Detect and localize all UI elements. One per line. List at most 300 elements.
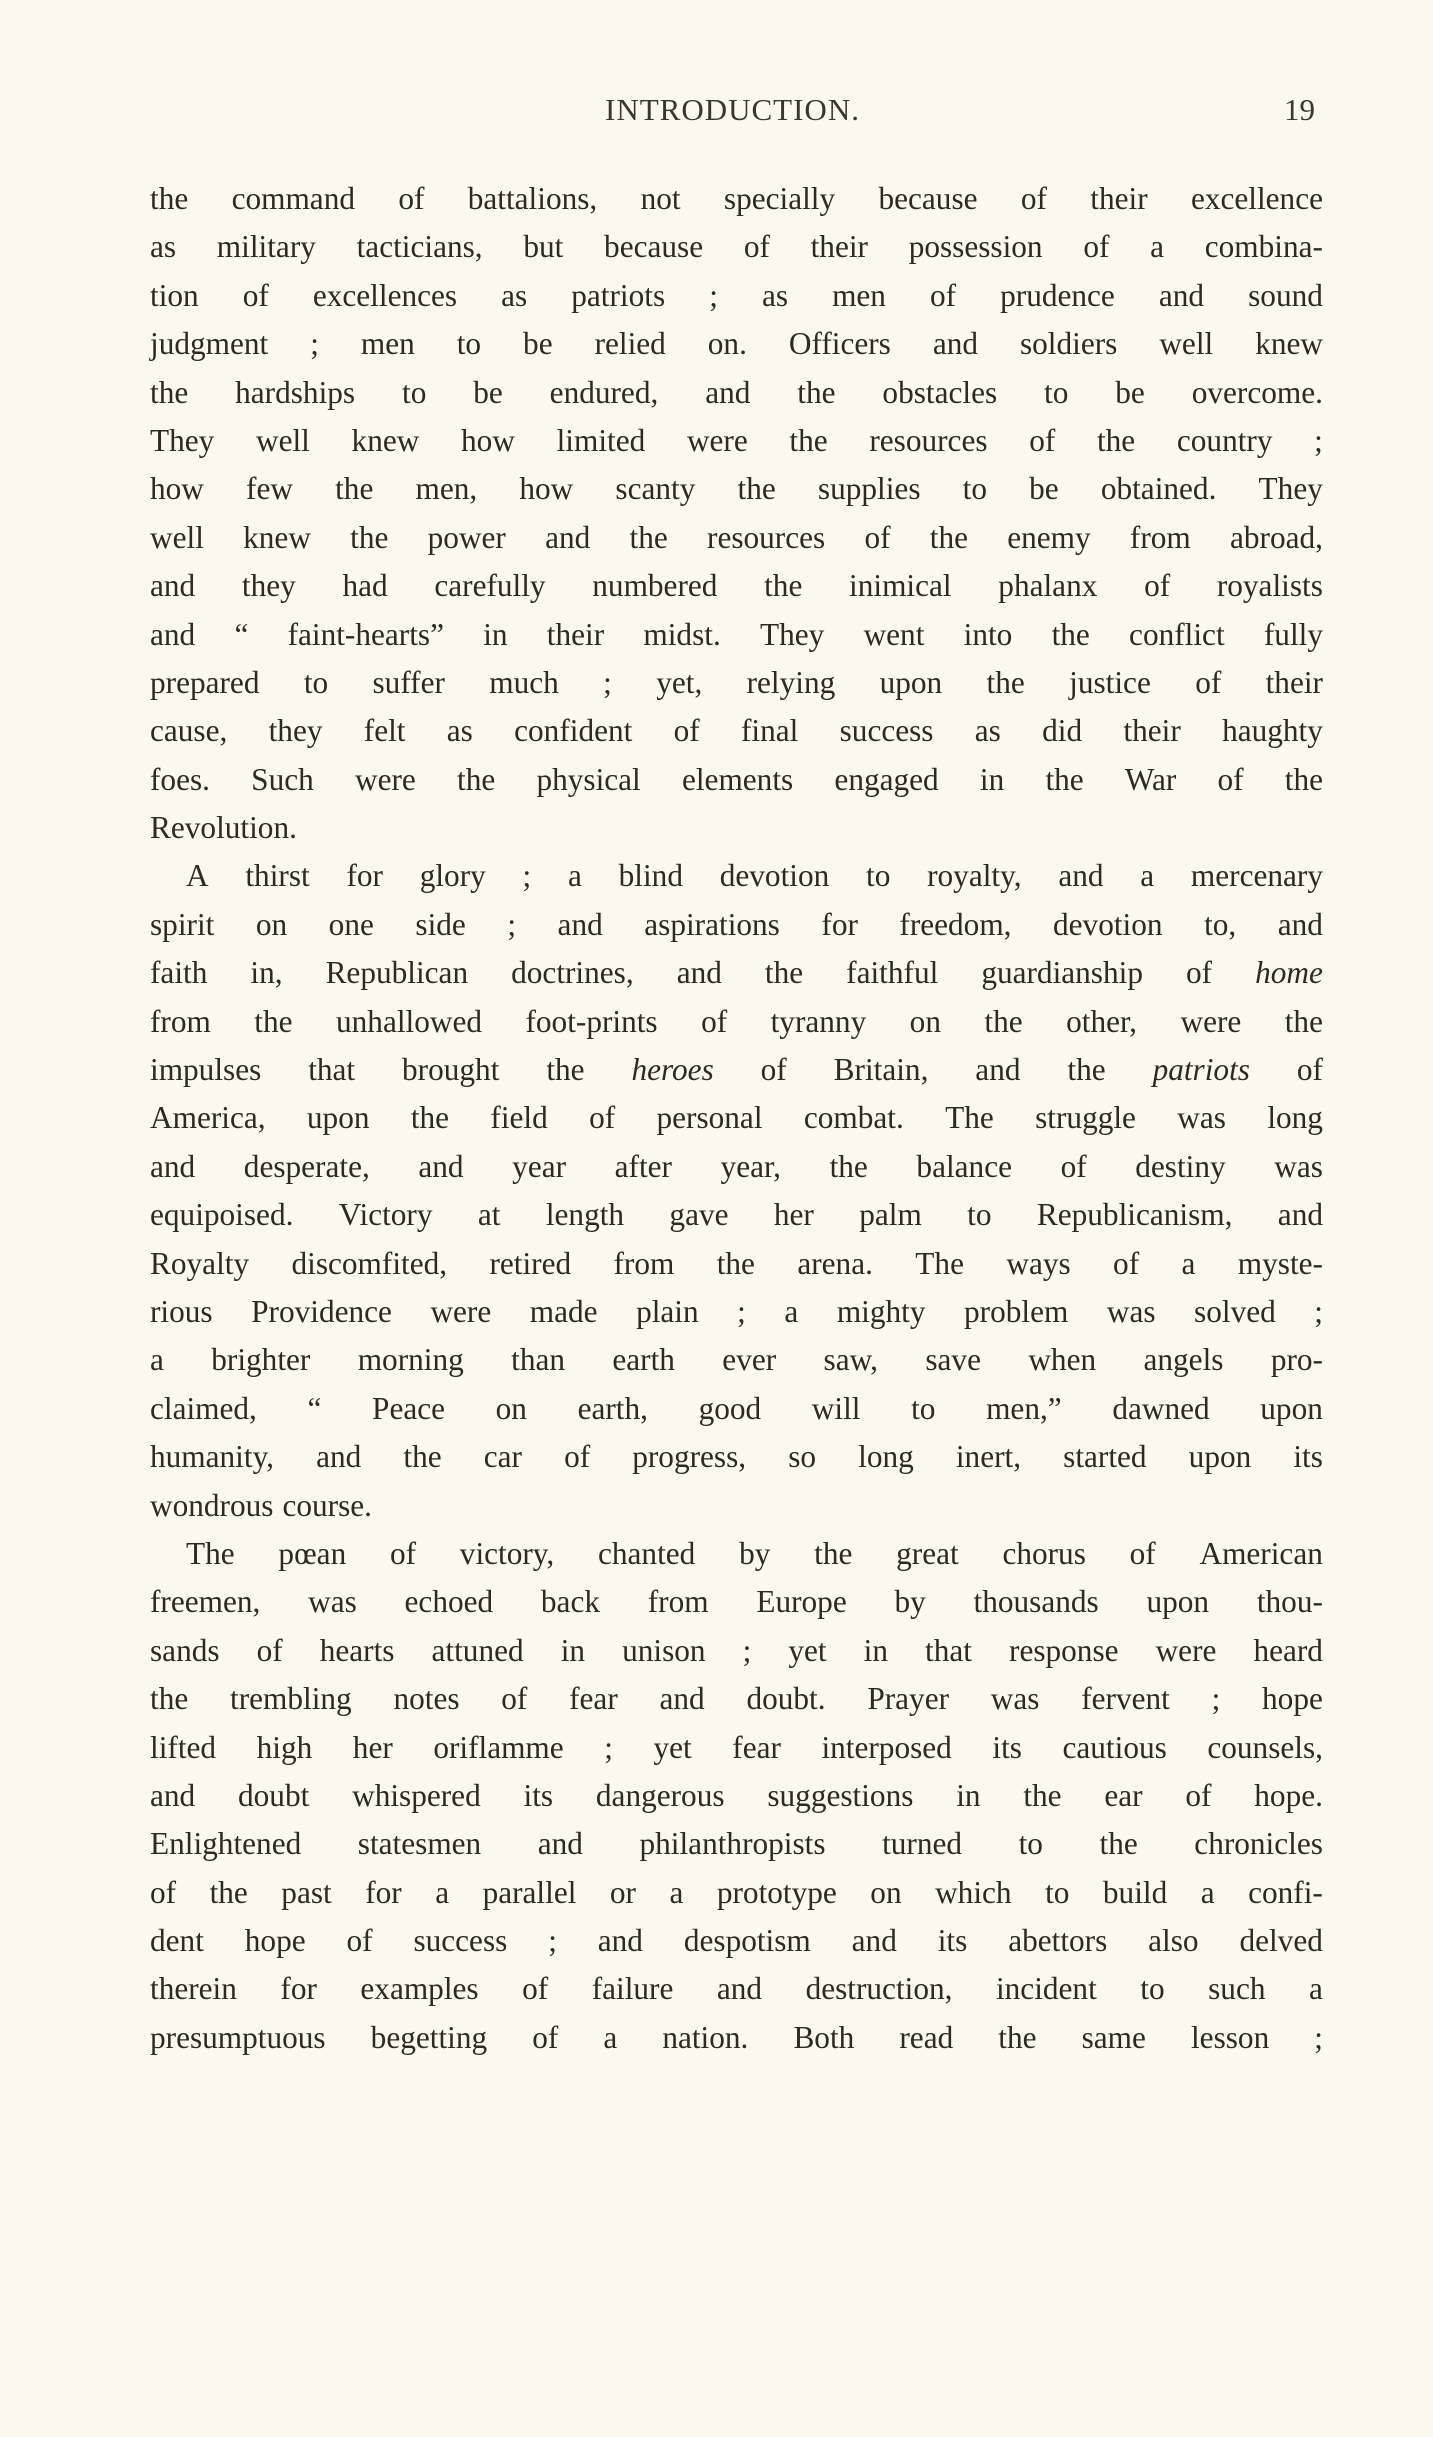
word: enemy (1007, 519, 1091, 555)
word: royalty, (927, 858, 1022, 894)
word: problem (964, 1293, 1069, 1329)
word: few (246, 471, 293, 507)
word: ; (507, 906, 517, 942)
word: also (1148, 1923, 1199, 1959)
word: long (858, 1439, 914, 1475)
word: back (540, 1584, 600, 1620)
word: as (974, 713, 1001, 749)
word: the (1099, 1826, 1138, 1862)
word: had (342, 568, 388, 604)
word: personal (656, 1100, 763, 1136)
text-line (150, 1094, 1323, 1142)
word: ; (1314, 1293, 1323, 1329)
word: into (963, 616, 1013, 652)
word: well (1159, 326, 1214, 362)
word: ; (1314, 422, 1323, 458)
word: judgment (150, 326, 269, 362)
word: of (701, 1003, 728, 1039)
word: hope (1262, 1681, 1323, 1717)
word: upon (1260, 1390, 1323, 1426)
word: the (1096, 422, 1136, 458)
word: was (990, 1681, 1040, 1717)
word: of (398, 181, 425, 216)
word: a (1309, 1971, 1323, 2007)
word: A (186, 858, 209, 894)
word: in (560, 1632, 586, 1668)
word: rious (150, 1293, 213, 1329)
word: home (1255, 955, 1323, 991)
word: aspirations (644, 906, 780, 942)
word: started (1063, 1439, 1147, 1475)
word: the (737, 471, 776, 507)
word: destiny (1135, 1148, 1226, 1184)
word: despotism (683, 1923, 811, 1959)
word: resources (869, 422, 988, 458)
word: and (1277, 1197, 1323, 1233)
word: good (698, 1390, 762, 1426)
word: her (352, 1729, 393, 1765)
text-line (150, 804, 1323, 852)
word: nation. (662, 2019, 749, 2055)
word: prepared (150, 664, 260, 700)
word: for (365, 1874, 402, 1910)
word: myste- (1237, 1245, 1323, 1281)
word: the (150, 374, 189, 410)
word: their (546, 616, 605, 652)
word: echoed (404, 1584, 494, 1620)
word: arena. (797, 1245, 873, 1281)
word: elements (681, 761, 794, 797)
word: they (241, 568, 296, 604)
text-line (150, 320, 1323, 368)
word: the (150, 1681, 189, 1717)
word: Such (251, 761, 314, 797)
word: royalists (1216, 568, 1323, 604)
word: suggestions (767, 1777, 914, 1813)
word: progress, (632, 1439, 747, 1475)
word: fear (732, 1729, 781, 1765)
word: “ (234, 616, 249, 652)
word: because (604, 229, 704, 265)
word: thirst (245, 858, 310, 894)
text-line (150, 1433, 1323, 1481)
word: Royalty (150, 1245, 250, 1281)
word: went (863, 616, 925, 652)
word: and (597, 1923, 643, 1959)
word: of (930, 277, 957, 313)
word: and (1058, 858, 1104, 894)
word: to (911, 1390, 936, 1426)
word: in, (250, 955, 283, 991)
word: chanted (598, 1535, 696, 1571)
text-line (150, 1143, 1323, 1191)
word: same (1081, 2019, 1146, 2055)
word: year, (720, 1148, 781, 1184)
word: the (764, 568, 803, 604)
word: specially (723, 181, 836, 216)
word: a (435, 1874, 450, 1910)
word: impulses (150, 1052, 262, 1088)
word: of (1144, 568, 1171, 604)
word: to, (1204, 906, 1237, 942)
word: sound (1248, 277, 1323, 313)
word: to (866, 858, 891, 894)
word: of (1195, 664, 1222, 700)
word: were (1155, 1632, 1217, 1668)
word: ; (709, 277, 718, 313)
word: a (567, 858, 582, 894)
text-line (150, 1627, 1323, 1675)
word: was (1177, 1100, 1226, 1136)
word: as (446, 713, 473, 749)
word: incident (995, 1971, 1097, 2007)
word: balance (916, 1148, 1012, 1184)
word: and (557, 906, 603, 942)
text-line (150, 1046, 1323, 1094)
word: chorus (1002, 1535, 1086, 1571)
word: pœan (278, 1535, 347, 1571)
word: tyranny (770, 1003, 867, 1039)
word: guardianship (981, 955, 1143, 991)
text-line (150, 272, 1323, 320)
word: men (360, 326, 415, 362)
word: the (350, 519, 389, 555)
word: tion (150, 277, 199, 313)
word: fervent (1081, 1681, 1170, 1717)
word: mighty (836, 1293, 926, 1329)
word: yet (788, 1632, 827, 1668)
word: unison (622, 1632, 706, 1668)
word: of (1129, 1535, 1156, 1571)
word: the (829, 1148, 868, 1184)
word: the (789, 422, 828, 458)
word: inert, (955, 1439, 1022, 1475)
word: in (483, 616, 508, 652)
word: upon (879, 664, 943, 700)
word: Victory (338, 1197, 433, 1233)
word: doubt (238, 1777, 310, 1813)
word: ; (548, 1923, 557, 1959)
word: success (413, 1923, 508, 1959)
word: on. (707, 326, 747, 362)
word: prototype (716, 1874, 837, 1910)
word: upon (306, 1100, 370, 1136)
word: made (529, 1293, 598, 1329)
word: The (915, 1245, 964, 1281)
word: than (511, 1342, 566, 1378)
word: for (821, 906, 858, 942)
word: combina- (1204, 229, 1323, 265)
word: and (150, 1777, 196, 1813)
word: patriots (1152, 1052, 1250, 1088)
word: Enlightened (150, 1826, 302, 1862)
word: devotion (719, 858, 830, 894)
text-line (150, 465, 1323, 513)
text-line (150, 1724, 1323, 1772)
word: The (945, 1100, 994, 1136)
word: the (1284, 1003, 1323, 1039)
word: numbered (592, 568, 718, 604)
word: saw, (823, 1342, 878, 1378)
word: for (280, 1971, 317, 2007)
word: the (764, 955, 804, 991)
word: did (1042, 713, 1083, 749)
word: patriots (571, 277, 666, 313)
text-line (150, 1772, 1323, 1820)
word: of (1029, 422, 1056, 458)
word: American (1199, 1535, 1323, 1571)
word: her (773, 1197, 814, 1233)
text-line (150, 1385, 1323, 1433)
word: when (1028, 1342, 1097, 1378)
word: ; (604, 1729, 613, 1765)
word: response (1009, 1632, 1119, 1668)
text-line (150, 1965, 1323, 2013)
word: trembling (230, 1681, 352, 1717)
word: the (998, 2019, 1037, 2055)
word: earth, (577, 1390, 648, 1426)
word: the (814, 1535, 853, 1571)
text-line (150, 901, 1323, 949)
word: ; (742, 1632, 752, 1668)
word: the (984, 1003, 1023, 1039)
word: abroad, (1229, 519, 1323, 555)
word: Republican (325, 955, 469, 991)
word: doubt. (746, 1681, 826, 1717)
word: plain (636, 1293, 699, 1329)
word: endured, (549, 374, 659, 410)
text-line (150, 998, 1323, 1046)
word: of (1186, 955, 1213, 991)
word: physical (536, 761, 641, 797)
word: overcome. (1191, 374, 1323, 410)
word: men, (415, 471, 478, 507)
word: lifted (150, 1729, 217, 1765)
word: ; (522, 858, 532, 894)
word: other, (1066, 1003, 1138, 1039)
word: The (186, 1535, 235, 1571)
word: Both (793, 2019, 855, 2055)
word: of (1217, 761, 1244, 797)
word: of (501, 1681, 528, 1717)
word: claimed, (150, 1390, 257, 1426)
word: a (603, 2019, 618, 2055)
word: mercenary (1190, 858, 1323, 894)
word: of (532, 2019, 559, 2055)
word: of (1296, 1052, 1323, 1088)
word: build (1102, 1874, 1168, 1910)
word: or (609, 1874, 636, 1910)
word: the (1067, 1052, 1106, 1088)
word: hearts (319, 1632, 395, 1668)
word: and (150, 1148, 196, 1184)
word: the (546, 1052, 585, 1088)
word: of (1113, 1245, 1140, 1281)
text-line (150, 1820, 1323, 1868)
word: but (523, 229, 564, 265)
word: dangerous (595, 1777, 725, 1813)
word: were (354, 761, 416, 797)
word: a (150, 1342, 164, 1378)
word: destruction, (805, 1971, 953, 2007)
word: ear (1104, 1777, 1143, 1813)
word: cause, (150, 713, 228, 749)
word: earth (612, 1342, 675, 1378)
word: from (613, 1245, 675, 1281)
word: its (937, 1923, 968, 1959)
word: from (1129, 519, 1191, 555)
word: much (489, 664, 559, 700)
word: be (1115, 374, 1145, 410)
text-line (150, 1917, 1323, 1965)
word: cautious (1062, 1729, 1167, 1765)
word: men (832, 277, 886, 313)
word: heroes (631, 1052, 714, 1088)
word: to (1044, 374, 1069, 410)
word: of (564, 1439, 591, 1475)
word: ; (737, 1293, 746, 1329)
word: from (150, 1003, 211, 1039)
word: on (255, 906, 288, 942)
word: spirit (150, 906, 215, 942)
word: They (760, 616, 825, 652)
word: a (1181, 1245, 1196, 1281)
word: solved (1194, 1293, 1276, 1329)
word: of (256, 1632, 283, 1668)
word: past (281, 1874, 332, 1910)
word: and (537, 1826, 583, 1862)
text-line (150, 1482, 1323, 1530)
word: delved (1239, 1923, 1323, 1959)
word: combat. (803, 1100, 904, 1136)
word: of (673, 713, 700, 749)
word: at (477, 1197, 501, 1233)
text-line (150, 1530, 1323, 1578)
word: and (150, 616, 196, 652)
word: dawned (1112, 1390, 1210, 1426)
word: and (705, 374, 751, 410)
word: to (1018, 1826, 1043, 1862)
word: felt (363, 713, 406, 749)
word: to (1045, 1874, 1070, 1910)
word: by (894, 1584, 926, 1620)
word: the (1023, 1777, 1062, 1813)
word: on (909, 1003, 941, 1039)
word: to (456, 326, 482, 362)
word: the (797, 374, 836, 410)
word: well (150, 519, 204, 555)
word: midst. (643, 616, 721, 652)
word: discomfited, (291, 1245, 448, 1281)
word: and (418, 1148, 464, 1184)
word: on (495, 1390, 527, 1426)
word: such (1208, 1971, 1266, 2007)
word: to (962, 471, 987, 507)
word: “ (307, 1390, 322, 1426)
word: and (716, 1971, 763, 2007)
word: so (788, 1439, 817, 1475)
word: as (761, 277, 789, 313)
word: their (1123, 713, 1181, 749)
word: in (979, 761, 1005, 797)
word: read (899, 2019, 954, 2055)
word: attuned (431, 1632, 524, 1668)
word: doctrines, (511, 955, 634, 991)
word: Officers (788, 326, 891, 362)
word: supplies (817, 471, 921, 507)
word: War (1124, 761, 1177, 797)
word: save (925, 1342, 981, 1378)
text-line (150, 1675, 1323, 1723)
word: power (427, 519, 506, 555)
word: upon (1146, 1584, 1210, 1620)
word: because (878, 181, 978, 216)
word: its (1293, 1439, 1323, 1475)
word: one (328, 906, 374, 942)
word: the (150, 181, 189, 216)
word: final (740, 713, 799, 749)
word: military (216, 229, 316, 265)
word: possession (908, 229, 1043, 265)
word: failure (591, 1971, 674, 2007)
word: thou- (1256, 1584, 1323, 1620)
word: sands (150, 1632, 220, 1668)
word: statesmen (357, 1826, 482, 1862)
word: thousands (973, 1584, 1099, 1620)
word: ways (1006, 1245, 1071, 1281)
word: for (346, 858, 383, 894)
word: their (810, 229, 868, 265)
word: its (992, 1729, 1022, 1765)
word: by (739, 1535, 771, 1571)
word: justice (1069, 664, 1151, 700)
word: fear (569, 1681, 618, 1717)
word: begetting (370, 2019, 488, 2055)
word: They (150, 422, 215, 458)
word: inimical (849, 568, 952, 604)
word: limited (556, 422, 646, 458)
word: soldiers (1019, 326, 1118, 362)
word: devotion (1053, 906, 1163, 942)
word: the (410, 1100, 450, 1136)
word: relied (594, 326, 666, 362)
word: the (1284, 761, 1323, 797)
word: obtained. (1100, 471, 1217, 507)
word: Peace (372, 1390, 446, 1426)
word: fully (1263, 616, 1323, 652)
word: upon (1188, 1439, 1252, 1475)
word: of (760, 1052, 787, 1088)
word: side (415, 906, 466, 942)
word: a (669, 1874, 684, 1910)
word: high (256, 1729, 313, 1765)
word: Europe (756, 1584, 847, 1620)
word: a (1140, 858, 1155, 894)
word: faith (150, 955, 208, 991)
text-line (150, 417, 1323, 465)
word: presumptuous (150, 2019, 326, 2055)
word: the (335, 471, 374, 507)
word: and (545, 519, 591, 555)
word: the (457, 761, 496, 797)
word: a (1150, 229, 1165, 265)
word: carefully (434, 568, 546, 604)
word: and (932, 326, 979, 362)
word: freemen, (150, 1584, 261, 1620)
word: Prayer (867, 1681, 950, 1717)
text-line (150, 1288, 1323, 1336)
word: as (150, 229, 177, 265)
